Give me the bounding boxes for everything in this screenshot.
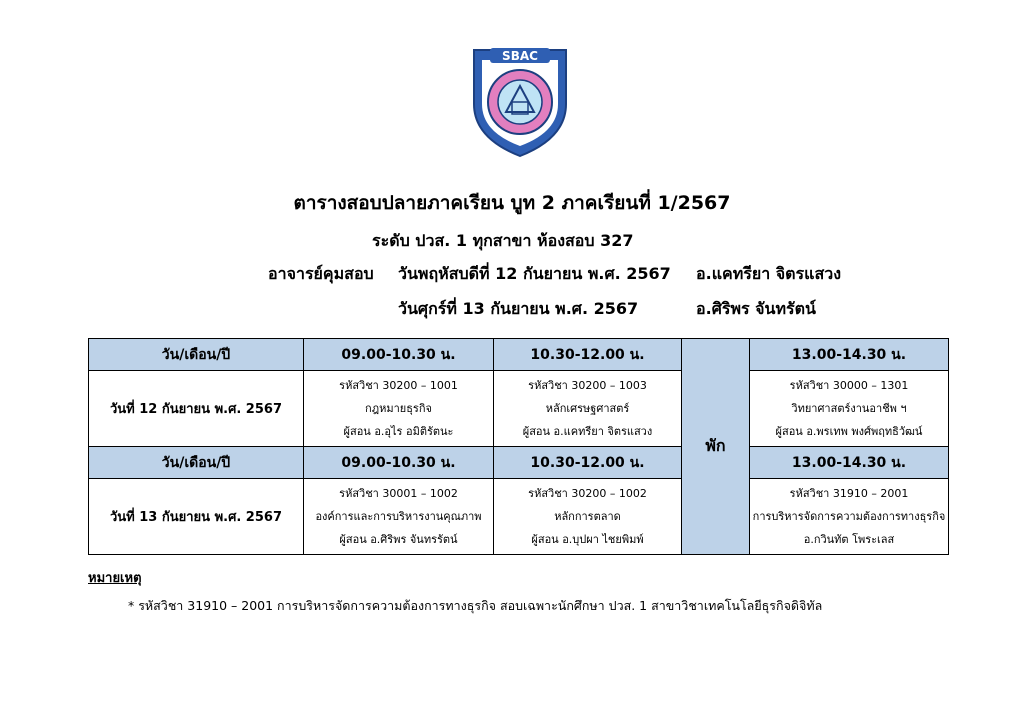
break-cell: พัก [682, 339, 750, 555]
subject-code: รหัสวิชา 30200 – 1002 [528, 487, 647, 500]
notes-line: * รหัสวิชา 31910 – 2001 การบริหารจัดการความต้องการทางธุรกิจ สอบเฉพาะนักศึกษา ปวส. 1 สาขาวิชาเทคโนโลยีธุรกิจดิจิทัล [128, 598, 823, 613]
header-slot-3: 13.00-14.30 น. [750, 447, 949, 479]
teacher-name: ผู้สอน อ.อุไร อมิติรัตนะ [343, 425, 454, 438]
subject-name: กฎหมายธุรกิจ [365, 402, 432, 415]
proctor-2: อ.ศิริพร จันทรัตน์ [696, 299, 816, 318]
exam-day-2: วันศุกร์ที่ 13 กันยายน พ.ศ. 2567 [398, 299, 639, 318]
proctor-label: อาจารย์คุมสอบ [268, 264, 374, 283]
teacher-name: อ.กวินทัต โพระเลส [803, 533, 895, 546]
table-row [89, 479, 949, 555]
exam-cell [304, 371, 494, 447]
exam-cell [494, 479, 682, 555]
subject-name: วิทยาศาสตร์งานอาชีพ ฯ [791, 402, 907, 415]
header-slot-2: 10.30-12.00 น. [494, 447, 682, 479]
table-header-row [89, 447, 949, 479]
header-slot-1: 09.00-10.30 น. [304, 447, 494, 479]
subject-code: รหัสวิชา 30200 – 1003 [528, 379, 647, 392]
teacher-name: ผู้สอน อ.แคทรียา จิตรแสวง [522, 425, 653, 438]
school-logo [468, 46, 572, 158]
notes-heading: หมายเหตุ [88, 571, 142, 586]
page-subtitle: ระดับ ปวส. 1 ทุกสาขา ห้องสอบ 327 [372, 231, 634, 250]
teacher-name: ผู้สอน อ.ศิริพร จันทรรัตน์ [339, 533, 458, 546]
table-header-row [89, 339, 949, 371]
subject-code: รหัสวิชา 31910 – 2001 [789, 487, 909, 500]
subject-code: รหัสวิชา 30001 – 1002 [339, 487, 458, 500]
subject-code: รหัสวิชา 30200 – 1001 [339, 379, 458, 392]
header-slot-1: 09.00-10.30 น. [304, 339, 494, 371]
exam-day-1: วันพฤหัสบดีที่ 12 กันยายน พ.ศ. 2567 [398, 264, 671, 283]
table-row [89, 371, 949, 447]
logo-text: SBAC [502, 49, 538, 63]
header-slot-2: 10.30-12.00 น. [494, 339, 682, 371]
subject-name: หลักเศรษฐศาสตร์ [545, 402, 630, 415]
exam-cell [750, 371, 949, 447]
row-day: วันที่ 12 กันยายน พ.ศ. 2567 [89, 371, 304, 447]
teacher-name: ผู้สอน อ.บุปผา ไชยพิมพ์ [531, 533, 644, 546]
page-title: ตารางสอบปลายภาคเรียน บูท 2 ภาคเรียนที่ 1/2567 [293, 192, 731, 214]
row-day: วันที่ 13 กันยายน พ.ศ. 2567 [89, 479, 304, 555]
proctor-1: อ.แคทรียา จิตรแสวง [696, 264, 842, 283]
header-date: วัน/เดือน/ปี [89, 447, 304, 479]
exam-cell [750, 479, 949, 555]
exam-cell [494, 371, 682, 447]
teacher-name: ผู้สอน อ.พรเทพ พงศ์พฤทธิวัฒน์ [775, 425, 923, 438]
subject-name: หลักการตลาด [554, 510, 621, 523]
exam-cell [304, 479, 494, 555]
subject-name: องค์การและการบริหารงานคุณภาพ [315, 510, 482, 523]
header-slot-3: 13.00-14.30 น. [750, 339, 949, 371]
subject-code: รหัสวิชา 30000 – 1301 [789, 379, 909, 392]
exam-schedule-table [88, 338, 949, 555]
header-date: วัน/เดือน/ปี [89, 339, 304, 371]
subject-name: การบริหารจัดการความต้องการทางธุรกิจ [752, 510, 946, 523]
